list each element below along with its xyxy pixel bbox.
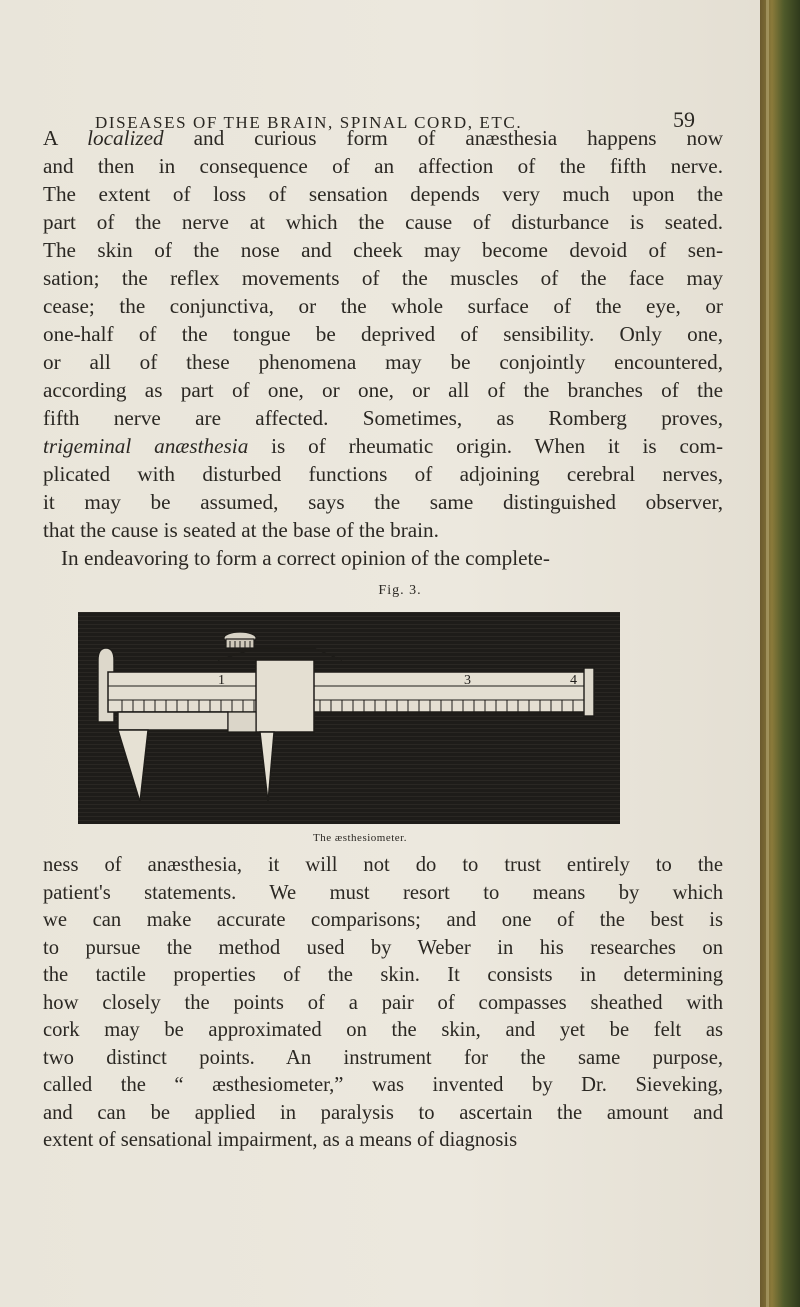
scale-number-1: 1 <box>218 673 225 688</box>
text-line: extent of sensational impairment, as a means of diagnosis <box>43 1129 518 1151</box>
text-line: it may be assumed, says the same distinguished observer, <box>43 490 723 514</box>
paragraph-2-lines <box>43 852 723 1155</box>
text-line: one-half of the tongue be deprived of sensibility. Only one, <box>43 322 723 346</box>
text-line: sation; the reflex movements of the muscles of the face may <box>43 266 723 290</box>
text-line: fifth nerve are affected. Sometimes, as Romberg proves, <box>43 406 723 430</box>
paragraph-2-continued <box>43 852 723 1155</box>
text-line: cease; the conjunctiva, or the whole surface of the eye, or <box>43 294 723 318</box>
text-line: the tactile properties of the skin. It consists in determining <box>43 964 723 986</box>
text-line: A localized and curious form of anæsthesia happens now <box>43 126 723 150</box>
text-line: part of the nerve at which the cause of disturbance is seated. <box>43 210 723 234</box>
text-line: to pursue the method used by Weber in his researches on <box>43 936 723 959</box>
book-spine-edge <box>760 0 800 1307</box>
text-line: trigeminal anæsthesia is of rheumatic origin. When it is com- <box>43 434 724 458</box>
text-line: two distinct points. An instrument for the same purpose, <box>43 1046 723 1069</box>
text-line: how closely the points of a pair of compasses sheathed with <box>43 991 723 1014</box>
text-line: ness of anæsthesia, it will not do to trust entirely to the <box>43 854 723 876</box>
scale-number-3: 3 <box>464 673 471 688</box>
text-line: that the cause is seated at the base of the brain. <box>43 518 439 542</box>
text-line: The extent of loss of sensation depends very much upon the <box>43 182 723 206</box>
text-line: called the “ æsthesiometer,” was invented by Dr. Sieveking, <box>43 1074 723 1096</box>
text-line: cork may be approximated on the skin, and yet be felt as <box>43 1019 723 1041</box>
figure-caption: The æsthesiometer. <box>313 832 407 844</box>
paragraph-1-lines <box>43 124 723 544</box>
aesthesiometer-illustration <box>78 612 620 824</box>
figure-label: Fig. 3. <box>378 583 422 598</box>
paragraph-2-opening: In endeavoring to form a correct opinion of the complete- <box>61 546 550 570</box>
text-line: and can be applied in paralysis to ascertain the amount and <box>43 1101 723 1124</box>
page-number: 59 <box>673 107 695 132</box>
text-line: plicated with disturbed functions of adjoining cerebral nerves, <box>43 462 723 486</box>
scale-number-4: 4 <box>570 673 577 688</box>
text-line: we can make accurate comparisons; and one of the best is <box>43 909 723 931</box>
text-line: according as part of one, or one, or all of the branches of the <box>43 378 723 402</box>
running-head: DISEASES OF THE BRAIN, SPINAL CORD, ETC. <box>95 113 523 132</box>
paragraph-1 <box>43 124 723 572</box>
text-line: The skin of the nose and cheek may become devoid of sen- <box>43 238 723 262</box>
text-line: or all of these phenomena may be conjointly encountered, <box>43 350 723 374</box>
knob-icon <box>224 632 256 648</box>
text-line: patient's statements. We must resort to means by which <box>43 881 723 904</box>
text-line: and then in consequence of an affection of the fifth nerve. <box>43 154 723 178</box>
